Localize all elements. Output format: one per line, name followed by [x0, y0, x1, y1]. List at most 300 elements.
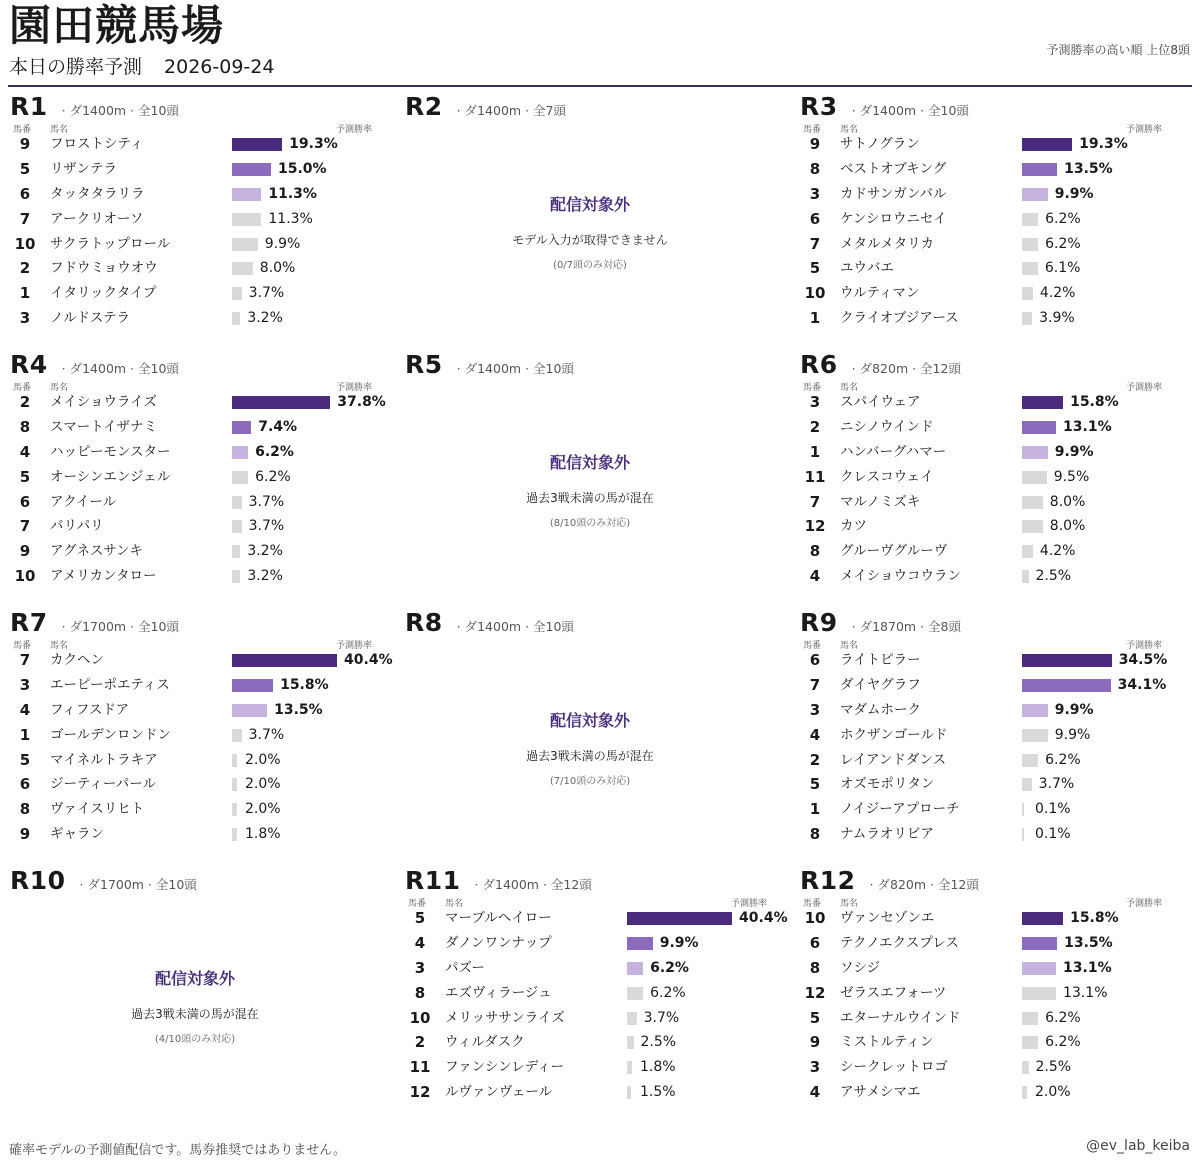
race-date: 2026-09-24 [164, 56, 275, 78]
horse-number: 9 [809, 135, 821, 153]
horse-name: ゼラスエフォーツ [840, 984, 947, 1001]
win-prob-bar [1022, 754, 1038, 767]
horse-name: ゴールデンロンドン [50, 726, 171, 743]
horse-name: ニシノウインド [840, 418, 934, 435]
entry-list [800, 906, 1195, 1105]
entry-row [405, 956, 800, 981]
win-prob-label: 1.8% [640, 1059, 676, 1076]
unavailable-title: 配信対象外 [154, 969, 235, 988]
entry-row [10, 256, 405, 281]
horse-name: クレスコウェイ [840, 468, 934, 485]
entry-row [10, 648, 405, 673]
horse-name: ファンシンレディー [445, 1059, 565, 1076]
horse-number: 5 [19, 750, 31, 769]
race-panel-r10 [10, 866, 405, 1124]
horse-name: ヴァイスリヒト [50, 801, 145, 818]
win-prob-label: 13.5% [1064, 934, 1113, 951]
horse-number: 12 [804, 517, 826, 536]
win-prob-label: 15.8% [1070, 394, 1119, 410]
horse-number: 12 [409, 1083, 431, 1102]
entry-row [800, 822, 1195, 847]
horse-name: ダイヤグラフ [840, 676, 921, 693]
win-prob-label: 2.0% [245, 751, 281, 768]
horse-number: 3 [19, 309, 31, 328]
horse-number: 6 [809, 651, 821, 669]
entry-list [405, 906, 800, 1105]
race-number: R11 [405, 866, 461, 895]
race-panel-r8 [405, 608, 800, 866]
win-prob-bar [627, 1012, 637, 1025]
win-prob-bar [232, 545, 240, 558]
win-prob-bar [627, 987, 643, 1000]
race-header [405, 92, 566, 122]
win-prob-bar [232, 312, 240, 325]
win-prob-bar [232, 188, 261, 201]
column-label-name: 馬名 [445, 899, 464, 909]
race-header [10, 608, 179, 638]
win-prob-bar [1022, 188, 1048, 201]
win-prob-bar [1022, 163, 1057, 176]
race-panel-r7 [10, 608, 405, 866]
entry-row [800, 673, 1195, 698]
entry-row [800, 157, 1195, 182]
horse-number: 10 [14, 234, 36, 253]
horse-name: アサメシマエ [840, 1084, 921, 1101]
entry-row [800, 465, 1195, 490]
horse-number: 10 [14, 567, 36, 586]
entry-row [800, 182, 1195, 207]
entry-row [800, 256, 1195, 281]
column-label-number: 馬番 [13, 125, 32, 135]
horse-name: ベストオブキング [840, 160, 947, 177]
entry-row [800, 981, 1195, 1006]
horse-number: 11 [409, 1058, 431, 1077]
win-prob-label: 13.1% [1063, 418, 1112, 435]
race-info: · ダ1400m · 全10頭 [61, 361, 179, 376]
horse-number: 4 [19, 442, 31, 461]
horse-name: ハッピーモンスター [50, 443, 171, 460]
entry-row [405, 1030, 800, 1055]
horse-number: 10 [804, 284, 826, 303]
race-panel-r6 [800, 350, 1195, 608]
entry-row [10, 822, 405, 847]
race-info: · ダ1700m · 全10頭 [79, 877, 197, 892]
entry-row [800, 390, 1195, 415]
win-prob-label: 2.0% [245, 801, 281, 818]
race-number: R4 [10, 350, 48, 379]
horse-number: 1 [809, 309, 821, 328]
column-label-pct: 予測勝率 [1126, 899, 1163, 909]
win-prob-label: 4.2% [1039, 285, 1076, 302]
horse-name: グルーヴグルーヴ [840, 543, 948, 560]
race-info: · ダ1400m · 全10頭 [851, 103, 969, 118]
race-header [405, 608, 574, 638]
entry-row [800, 956, 1195, 981]
horse-name: フドウミョウオウ [50, 260, 158, 277]
race-info: · ダ1400m · 全7頭 [456, 103, 566, 118]
win-prob-label: 8.0% [1049, 518, 1086, 535]
win-prob-bar [1022, 912, 1063, 925]
horse-name: サクラトップロール [50, 235, 171, 252]
horse-number: 6 [809, 209, 821, 228]
race-panel-r1 [10, 92, 405, 350]
entry-row [405, 906, 800, 931]
win-prob-label: 15.8% [280, 676, 329, 693]
win-prob-label: 6.2% [255, 443, 294, 460]
unavailable-notice [405, 450, 775, 529]
win-prob-bar [1022, 287, 1033, 300]
win-prob-bar [1022, 962, 1056, 975]
horse-name: メリッササンライズ [445, 1009, 565, 1026]
entry-row [800, 1030, 1195, 1055]
column-label-pct: 予測勝率 [336, 125, 373, 135]
win-prob-bar [232, 163, 271, 176]
horse-number: 1 [19, 284, 31, 303]
horse-name: カドサンガンバル [840, 185, 947, 202]
race-panel-r9 [800, 608, 1195, 866]
win-prob-bar [1022, 1036, 1038, 1049]
horse-name: カツ [840, 518, 867, 535]
horse-name: ダノンワンナップ [445, 934, 552, 951]
horse-name: ホクザンゴールド [840, 726, 948, 743]
horse-name: ミストルティン [840, 1034, 934, 1051]
horse-name: マダムホーク [840, 701, 921, 718]
entry-row [800, 514, 1195, 539]
race-panel-r3 [800, 92, 1195, 350]
unavailable-reason: 過去3戦未満の馬が混在 [526, 491, 654, 505]
win-prob-bar [232, 704, 267, 717]
race-number: R1 [10, 92, 48, 121]
win-prob-bar [232, 654, 337, 667]
horse-name: マーブルヘイロー [445, 910, 552, 926]
win-prob-label: 3.7% [248, 493, 285, 510]
horse-name: ノイジーアプローチ [840, 801, 960, 818]
race-number: R5 [405, 350, 443, 379]
horse-number: 3 [809, 700, 821, 719]
entry-row [800, 698, 1195, 723]
race-header [10, 350, 179, 380]
entry-row [10, 182, 405, 207]
unavailable-coverage: (4/10頭のみ対応) [154, 1034, 236, 1045]
win-prob-bar [1022, 238, 1038, 251]
win-prob-bar [1022, 520, 1043, 533]
entry-row [10, 132, 405, 157]
horse-number: 10 [804, 909, 826, 927]
win-prob-bar [232, 729, 242, 742]
entry-row [800, 906, 1195, 931]
horse-number: 4 [19, 700, 31, 719]
race-number: R12 [800, 866, 856, 895]
win-prob-label: 37.8% [337, 394, 386, 410]
race-info: · ダ820m · 全12頭 [851, 361, 961, 376]
entry-row [800, 748, 1195, 773]
horse-number: 7 [809, 234, 821, 253]
race-panel-r2 [405, 92, 800, 350]
sort-note: 予測勝率の高い順 上位8頭 [1046, 43, 1190, 57]
horse-name: ハンバーグハマー [840, 443, 947, 460]
entry-row [405, 981, 800, 1006]
horse-number: 5 [19, 467, 31, 486]
win-prob-label: 11.3% [268, 185, 317, 202]
race-header [800, 608, 961, 638]
win-prob-bar [1022, 1012, 1038, 1025]
horse-number: 4 [809, 567, 821, 586]
win-prob-label: 6.1% [1044, 260, 1081, 277]
horse-number: 3 [809, 1058, 821, 1077]
horse-name: スマートイザナミ [50, 418, 158, 435]
entry-list [10, 648, 405, 847]
race-number: R10 [10, 866, 66, 895]
entry-row [10, 281, 405, 306]
race-header [800, 866, 979, 896]
race-panel-r4 [10, 350, 405, 608]
win-prob-label: 4.2% [1039, 543, 1076, 560]
win-prob-bar [1022, 570, 1029, 583]
entry-row [800, 440, 1195, 465]
horse-name: リザンテラ [50, 160, 117, 177]
entry-row [800, 772, 1195, 797]
unavailable-coverage: (7/10頭のみ対応) [549, 776, 631, 787]
win-prob-bar [232, 138, 282, 151]
win-prob-label: 11.3% [268, 210, 313, 227]
race-info: · ダ1400m · 全12頭 [474, 877, 592, 892]
win-prob-label: 2.0% [1035, 1084, 1071, 1101]
horse-number: 9 [19, 542, 31, 561]
win-prob-bar [232, 520, 242, 533]
horse-number: 2 [19, 259, 31, 278]
win-prob-label: 0.1% [1035, 801, 1071, 818]
horse-number: 6 [19, 775, 31, 794]
win-prob-bar [232, 213, 261, 226]
horse-number: 8 [414, 983, 426, 1002]
horse-name: レイアンドダンス [840, 751, 947, 768]
win-prob-label: 34.1% [1117, 676, 1167, 693]
column-label-pct: 予測勝率 [731, 899, 768, 909]
horse-number: 5 [809, 259, 821, 278]
subtitle-label: 本日の勝率予測 [9, 56, 143, 78]
win-prob-label: 40.4% [739, 910, 788, 926]
win-prob-bar [627, 912, 732, 925]
entry-row [10, 157, 405, 182]
horse-number: 4 [414, 933, 426, 952]
horse-number: 8 [809, 159, 821, 178]
win-prob-label: 9.9% [1054, 701, 1094, 718]
entry-row [10, 698, 405, 723]
horse-name: ヴァンセゾンエ [840, 910, 935, 926]
entry-row [800, 207, 1195, 232]
win-prob-label: 9.9% [659, 934, 699, 951]
win-prob-bar [1022, 803, 1024, 816]
horse-number: 4 [809, 1083, 821, 1102]
column-label-name: 馬名 [50, 383, 69, 393]
horse-name: フロストシティ [50, 136, 144, 152]
win-prob-label: 3.9% [1039, 310, 1075, 327]
horse-number: 3 [809, 184, 821, 203]
win-prob-bar [1022, 138, 1072, 151]
entry-row [405, 1055, 800, 1080]
column-label-name: 馬名 [50, 125, 69, 135]
horse-number: 7 [19, 651, 31, 669]
horse-number: 9 [19, 135, 31, 153]
win-prob-label: 9.9% [1054, 443, 1094, 460]
win-prob-label: 3.2% [247, 543, 283, 560]
race-info: · ダ820m · 全12頭 [869, 877, 979, 892]
entry-row [800, 564, 1195, 589]
win-prob-bar [232, 446, 248, 459]
win-prob-bar [1022, 545, 1033, 558]
entry-row [10, 772, 405, 797]
win-prob-label: 15.8% [1070, 910, 1119, 926]
venue-title: 園田競馬場 [9, 1, 225, 50]
horse-name: ルヴァンヴェール [445, 1084, 553, 1101]
win-prob-bar [232, 421, 251, 434]
horse-name: ソシジ [840, 959, 881, 976]
footer-handle: @ev_lab_keiba [1086, 1138, 1190, 1154]
win-prob-bar [1022, 446, 1048, 459]
horse-name: タッタタラリラ [50, 185, 145, 202]
win-prob-label: 34.5% [1118, 652, 1168, 668]
entry-row [405, 931, 800, 956]
horse-name: エーピーポエティス [50, 676, 170, 693]
column-label-pct: 予測勝率 [1126, 383, 1163, 393]
race-header [405, 350, 574, 380]
race-number: R6 [800, 350, 838, 379]
race-header [10, 92, 179, 122]
horse-number: 11 [804, 467, 826, 486]
entry-row [800, 232, 1195, 257]
horse-name: マイネルトラキア [50, 751, 158, 768]
win-prob-bar [232, 238, 258, 251]
footer-disclaimer: 確率モデルの予測値配信です。馬券推奨ではありません。 [9, 1143, 347, 1158]
column-label-number: 馬番 [803, 383, 822, 393]
horse-name: ナムラオリビア [840, 826, 934, 843]
win-prob-label: 6.2% [1045, 210, 1081, 227]
horse-name: シークレットロゴ [840, 1059, 948, 1076]
win-prob-label: 6.2% [1045, 1034, 1081, 1051]
entry-row [800, 797, 1195, 822]
horse-number: 6 [19, 492, 31, 511]
unavailable-notice [10, 966, 380, 1045]
entry-row [10, 440, 405, 465]
entry-row [800, 723, 1195, 748]
horse-number: 1 [809, 442, 821, 461]
race-header [800, 92, 969, 122]
win-prob-label: 13.1% [1063, 984, 1108, 1001]
win-prob-bar [1022, 213, 1038, 226]
unavailable-notice [405, 192, 775, 271]
entry-list [800, 132, 1195, 331]
win-prob-bar [1022, 496, 1043, 509]
win-prob-label: 6.2% [650, 984, 686, 1001]
entry-row [800, 132, 1195, 157]
win-prob-bar [1022, 937, 1057, 950]
horse-name: ジーティーパール [50, 776, 156, 793]
horse-number: 6 [19, 184, 31, 203]
entry-row [10, 673, 405, 698]
win-prob-bar [1022, 471, 1047, 484]
race-number: R3 [800, 92, 838, 121]
win-prob-label: 8.0% [1049, 493, 1086, 510]
column-label-pct: 予測勝率 [1126, 125, 1163, 135]
entry-row [800, 1080, 1195, 1105]
entry-list [10, 390, 405, 589]
column-label-number: 馬番 [803, 125, 822, 135]
race-number: R8 [405, 608, 443, 637]
horse-number: 12 [804, 983, 826, 1002]
horse-number: 3 [809, 393, 821, 411]
unavailable-title: 配信対象外 [549, 195, 630, 214]
entry-list [800, 390, 1195, 589]
horse-number: 5 [809, 775, 821, 794]
horse-name: ウルティマン [840, 285, 920, 302]
horse-number: 8 [19, 417, 31, 436]
column-label-name: 馬名 [840, 641, 859, 651]
win-prob-label: 6.2% [650, 959, 689, 976]
horse-name: エズヴィラージュ [445, 984, 552, 1001]
race-panel-r12 [800, 866, 1195, 1124]
race-header [800, 350, 961, 380]
win-prob-label: 13.5% [1064, 160, 1113, 177]
win-prob-label: 19.3% [1079, 136, 1128, 152]
horse-name: カクヘン [50, 652, 104, 668]
win-prob-bar [1022, 1061, 1029, 1074]
entry-row [10, 723, 405, 748]
win-prob-label: 6.2% [1045, 751, 1081, 768]
win-prob-bar [627, 962, 643, 975]
column-label-number: 馬番 [803, 641, 822, 651]
header-rule [8, 85, 1192, 87]
entry-row [800, 931, 1195, 956]
race-info: · ダ1400m · 全10頭 [456, 361, 574, 376]
win-prob-bar [232, 679, 273, 692]
horse-name: パズー [445, 959, 485, 976]
win-prob-label: 6.2% [1045, 235, 1081, 252]
win-prob-label: 3.7% [248, 518, 285, 535]
entry-row [800, 306, 1195, 331]
horse-number: 2 [809, 417, 821, 436]
horse-number: 8 [809, 542, 821, 561]
column-label-number: 馬番 [408, 899, 427, 909]
win-prob-label: 3.7% [643, 1009, 680, 1026]
horse-number: 7 [19, 517, 31, 536]
win-prob-label: 15.0% [278, 160, 327, 177]
unavailable-title: 配信対象外 [549, 453, 630, 472]
horse-name: メイショウライズ [50, 394, 157, 410]
column-label-pct: 予測勝率 [336, 383, 373, 393]
entry-row [10, 390, 405, 415]
horse-name: サトノグラン [840, 136, 920, 152]
race-panel-r11 [405, 866, 800, 1124]
entry-row [10, 232, 405, 257]
win-prob-bar [627, 1036, 634, 1049]
win-prob-bar [1022, 729, 1048, 742]
win-prob-label: 2.5% [1035, 1059, 1072, 1076]
entry-row [405, 1080, 800, 1105]
horse-name: オズモポリタン [840, 776, 935, 793]
horse-name: パリパリ [50, 518, 104, 535]
win-prob-label: 9.9% [264, 235, 301, 252]
win-prob-label: 9.5% [1053, 468, 1090, 485]
horse-name: ノルドステラ [50, 310, 131, 327]
horse-number: 5 [809, 1008, 821, 1027]
win-prob-bar [1022, 679, 1111, 692]
horse-name: ユウバエ [840, 260, 894, 277]
unavailable-coverage: (0/7頭のみ対応) [553, 260, 627, 271]
horse-number: 9 [19, 825, 31, 844]
horse-number: 4 [809, 725, 821, 744]
win-prob-label: 2.5% [640, 1034, 677, 1051]
unavailable-reason: 過去3戦未満の馬が混在 [526, 749, 654, 763]
